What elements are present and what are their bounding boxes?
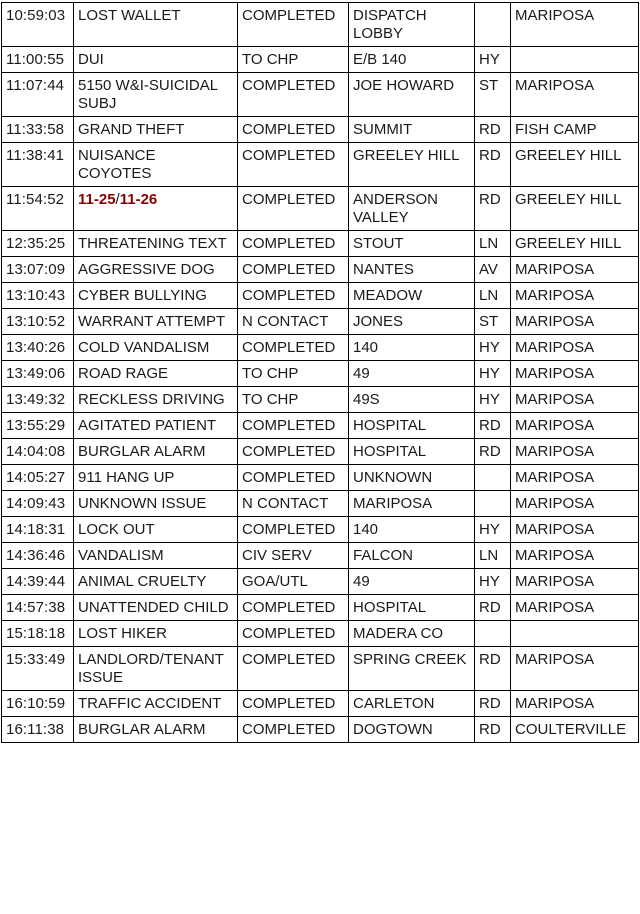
cell-location: FALCON: [349, 543, 475, 569]
cell-location: HOSPITAL: [349, 595, 475, 621]
cell-street-suffix: [475, 3, 511, 47]
cell-street-suffix: RD: [475, 691, 511, 717]
cell-city: [511, 47, 639, 73]
cell-time: 16:11:38: [2, 717, 74, 743]
table-row: [2, 143, 639, 187]
cell-time: 11:33:58: [2, 117, 74, 143]
cell-location: JONES: [349, 309, 475, 335]
cell-city: MARIPOSA: [511, 257, 639, 283]
cell-status: COMPLETED: [238, 335, 349, 361]
cell-city: MARIPOSA: [511, 73, 639, 117]
cell-location: SUMMIT: [349, 117, 475, 143]
cell-location: NANTES: [349, 257, 475, 283]
cell-incident: BURGLAR ALARM: [74, 717, 238, 743]
cell-time: 15:18:18: [2, 621, 74, 647]
table-row: [2, 117, 639, 143]
table-row: [2, 335, 639, 361]
cell-time: 11:00:55: [2, 47, 74, 73]
cell-time: 12:35:25: [2, 231, 74, 257]
incident-code: 11-26: [119, 191, 158, 208]
cell-street-suffix: RD: [475, 187, 511, 231]
cell-city: COULTERVILLE: [511, 717, 639, 743]
cell-time: 13:10:52: [2, 309, 74, 335]
table-row: [2, 309, 639, 335]
cell-street-suffix: LN: [475, 283, 511, 309]
cell-incident: COLD VANDALISM: [74, 335, 238, 361]
cell-location: HOSPITAL: [349, 439, 475, 465]
cell-location: 49: [349, 569, 475, 595]
cell-status: COMPLETED: [238, 517, 349, 543]
cell-incident: AGITATED PATIENT: [74, 413, 238, 439]
cell-street-suffix: HY: [475, 517, 511, 543]
cell-time: 14:04:08: [2, 439, 74, 465]
cell-street-suffix: RD: [475, 595, 511, 621]
cell-incident: UNATTENDED CHILD: [74, 595, 238, 621]
cell-location: DISPATCH LOBBY: [349, 3, 475, 47]
table-row: [2, 257, 639, 283]
cell-incident: RECKLESS DRIVING: [74, 387, 238, 413]
cell-incident: TRAFFIC ACCIDENT: [74, 691, 238, 717]
cell-street-suffix: [475, 621, 511, 647]
cell-location: SPRING CREEK: [349, 647, 475, 691]
cell-street-suffix: RD: [475, 117, 511, 143]
cell-status: COMPLETED: [238, 231, 349, 257]
cell-incident: AGGRESSIVE DOG: [74, 257, 238, 283]
cell-time: 13:49:06: [2, 361, 74, 387]
cell-time: 13:07:09: [2, 257, 74, 283]
call-log-body: [2, 3, 639, 743]
table-row: [2, 47, 639, 73]
cell-street-suffix: AV: [475, 257, 511, 283]
cell-city: MARIPOSA: [511, 387, 639, 413]
table-row: [2, 187, 639, 231]
cell-status: COMPLETED: [238, 439, 349, 465]
call-log-table: [1, 2, 639, 743]
cell-status: GOA/UTL: [238, 569, 349, 595]
table-row: [2, 73, 639, 117]
cell-city: MARIPOSA: [511, 413, 639, 439]
incident-code: 11-25: [78, 191, 116, 208]
cell-location: MADERA CO: [349, 621, 475, 647]
cell-time: 11:38:41: [2, 143, 74, 187]
cell-status: COMPLETED: [238, 143, 349, 187]
cell-status: COMPLETED: [238, 465, 349, 491]
cell-time: 13:10:43: [2, 283, 74, 309]
cell-city: MARIPOSA: [511, 691, 639, 717]
cell-city: GREELEY HILL: [511, 143, 639, 187]
cell-location: 49: [349, 361, 475, 387]
cell-street-suffix: RD: [475, 413, 511, 439]
cell-street-suffix: RD: [475, 717, 511, 743]
cell-street-suffix: RD: [475, 439, 511, 465]
cell-incident: ROAD RAGE: [74, 361, 238, 387]
cell-location: HOSPITAL: [349, 413, 475, 439]
cell-incident: THREATENING TEXT: [74, 231, 238, 257]
cell-time: 16:10:59: [2, 691, 74, 717]
cell-incident: 5150 W&I-SUICIDAL SUBJ: [74, 73, 238, 117]
table-row: [2, 517, 639, 543]
cell-status: TO CHP: [238, 387, 349, 413]
cell-status: COMPLETED: [238, 257, 349, 283]
cell-incident: 911 HANG UP: [74, 465, 238, 491]
cell-location: 140: [349, 335, 475, 361]
cell-street-suffix: RD: [475, 647, 511, 691]
cell-status: COMPLETED: [238, 187, 349, 231]
table-row: [2, 569, 639, 595]
cell-status: COMPLETED: [238, 647, 349, 691]
table-row: [2, 717, 639, 743]
table-row: [2, 491, 639, 517]
cell-status: TO CHP: [238, 47, 349, 73]
cell-incident: LOCK OUT: [74, 517, 238, 543]
cell-status: COMPLETED: [238, 717, 349, 743]
cell-location: ANDERSON VALLEY: [349, 187, 475, 231]
cell-incident: CYBER BULLYING: [74, 283, 238, 309]
table-row: [2, 647, 639, 691]
cell-location: 49S: [349, 387, 475, 413]
cell-incident: NUISANCE COYOTES: [74, 143, 238, 187]
cell-city: MARIPOSA: [511, 3, 639, 47]
cell-time: 13:55:29: [2, 413, 74, 439]
cell-location: DOGTOWN: [349, 717, 475, 743]
cell-location: JOE HOWARD: [349, 73, 475, 117]
table-row: [2, 621, 639, 647]
cell-street-suffix: [475, 465, 511, 491]
table-row: [2, 439, 639, 465]
cell-time: 15:33:49: [2, 647, 74, 691]
cell-location: STOUT: [349, 231, 475, 257]
cell-location: MARIPOSA: [349, 491, 475, 517]
cell-time: 11:07:44: [2, 73, 74, 117]
cell-city: MARIPOSA: [511, 647, 639, 691]
table-row: [2, 387, 639, 413]
cell-city: MARIPOSA: [511, 309, 639, 335]
table-row: [2, 465, 639, 491]
cell-incident: VANDALISM: [74, 543, 238, 569]
cell-time: 10:59:03: [2, 3, 74, 47]
cell-incident: LOST WALLET: [74, 3, 238, 47]
cell-status: COMPLETED: [238, 413, 349, 439]
cell-city: [511, 621, 639, 647]
cell-location: MEADOW: [349, 283, 475, 309]
cell-incident: BURGLAR ALARM: [74, 439, 238, 465]
table-row: [2, 361, 639, 387]
cell-time: 14:18:31: [2, 517, 74, 543]
cell-time: 14:57:38: [2, 595, 74, 621]
table-row: [2, 543, 639, 569]
cell-city: FISH CAMP: [511, 117, 639, 143]
table-row: [2, 691, 639, 717]
cell-incident: ANIMAL CRUELTY: [74, 569, 238, 595]
cell-time: 13:49:32: [2, 387, 74, 413]
cell-incident: LANDLORD/TENANT ISSUE: [74, 647, 238, 691]
cell-location: E/B 140: [349, 47, 475, 73]
cell-city: MARIPOSA: [511, 517, 639, 543]
cell-city: MARIPOSA: [511, 465, 639, 491]
table-row: [2, 413, 639, 439]
cell-status: COMPLETED: [238, 283, 349, 309]
cell-street-suffix: [475, 491, 511, 517]
cell-street-suffix: HY: [475, 569, 511, 595]
cell-street-suffix: HY: [475, 387, 511, 413]
cell-incident: LOST HIKER: [74, 621, 238, 647]
cell-incident: DUI: [74, 47, 238, 73]
cell-location: CARLETON: [349, 691, 475, 717]
cell-street-suffix: RD: [475, 143, 511, 187]
cell-status: COMPLETED: [238, 73, 349, 117]
cell-city: MARIPOSA: [511, 439, 639, 465]
cell-time: 13:40:26: [2, 335, 74, 361]
cell-city: MARIPOSA: [511, 361, 639, 387]
cell-city: MARIPOSA: [511, 335, 639, 361]
cell-status: COMPLETED: [238, 3, 349, 47]
cell-status: COMPLETED: [238, 117, 349, 143]
cell-time: 14:09:43: [2, 491, 74, 517]
cell-time: 14:36:46: [2, 543, 74, 569]
cell-incident: UNKNOWN ISSUE: [74, 491, 238, 517]
incident-code-separator: /: [115, 191, 120, 208]
cell-street-suffix: ST: [475, 73, 511, 117]
table-row: [2, 283, 639, 309]
cell-city: MARIPOSA: [511, 543, 639, 569]
cell-street-suffix: LN: [475, 543, 511, 569]
cell-incident: GRAND THEFT: [74, 117, 238, 143]
cell-location: GREELEY HILL: [349, 143, 475, 187]
cell-street-suffix: HY: [475, 335, 511, 361]
cell-status: N CONTACT: [238, 309, 349, 335]
cell-city: GREELEY HILL: [511, 231, 639, 257]
cell-city: MARIPOSA: [511, 283, 639, 309]
cell-city: MARIPOSA: [511, 491, 639, 517]
cell-time: 14:39:44: [2, 569, 74, 595]
cell-street-suffix: HY: [475, 47, 511, 73]
cell-city: MARIPOSA: [511, 569, 639, 595]
table-row: [2, 595, 639, 621]
cell-status: TO CHP: [238, 361, 349, 387]
cell-status: N CONTACT: [238, 491, 349, 517]
table-row: [2, 3, 639, 47]
cell-street-suffix: ST: [475, 309, 511, 335]
cell-time: 14:05:27: [2, 465, 74, 491]
cell-time: 11:54:52: [2, 187, 74, 231]
cell-location: UNKNOWN: [349, 465, 475, 491]
cell-incident: WARRANT ATTEMPT: [74, 309, 238, 335]
cell-incident: [74, 187, 238, 231]
cell-status: COMPLETED: [238, 621, 349, 647]
table-row: [2, 231, 639, 257]
cell-street-suffix: LN: [475, 231, 511, 257]
cell-status: CIV SERV: [238, 543, 349, 569]
cell-status: COMPLETED: [238, 691, 349, 717]
cell-city: MARIPOSA: [511, 595, 639, 621]
cell-status: COMPLETED: [238, 595, 349, 621]
cell-location: 140: [349, 517, 475, 543]
cell-city: GREELEY HILL: [511, 187, 639, 231]
cell-street-suffix: HY: [475, 361, 511, 387]
